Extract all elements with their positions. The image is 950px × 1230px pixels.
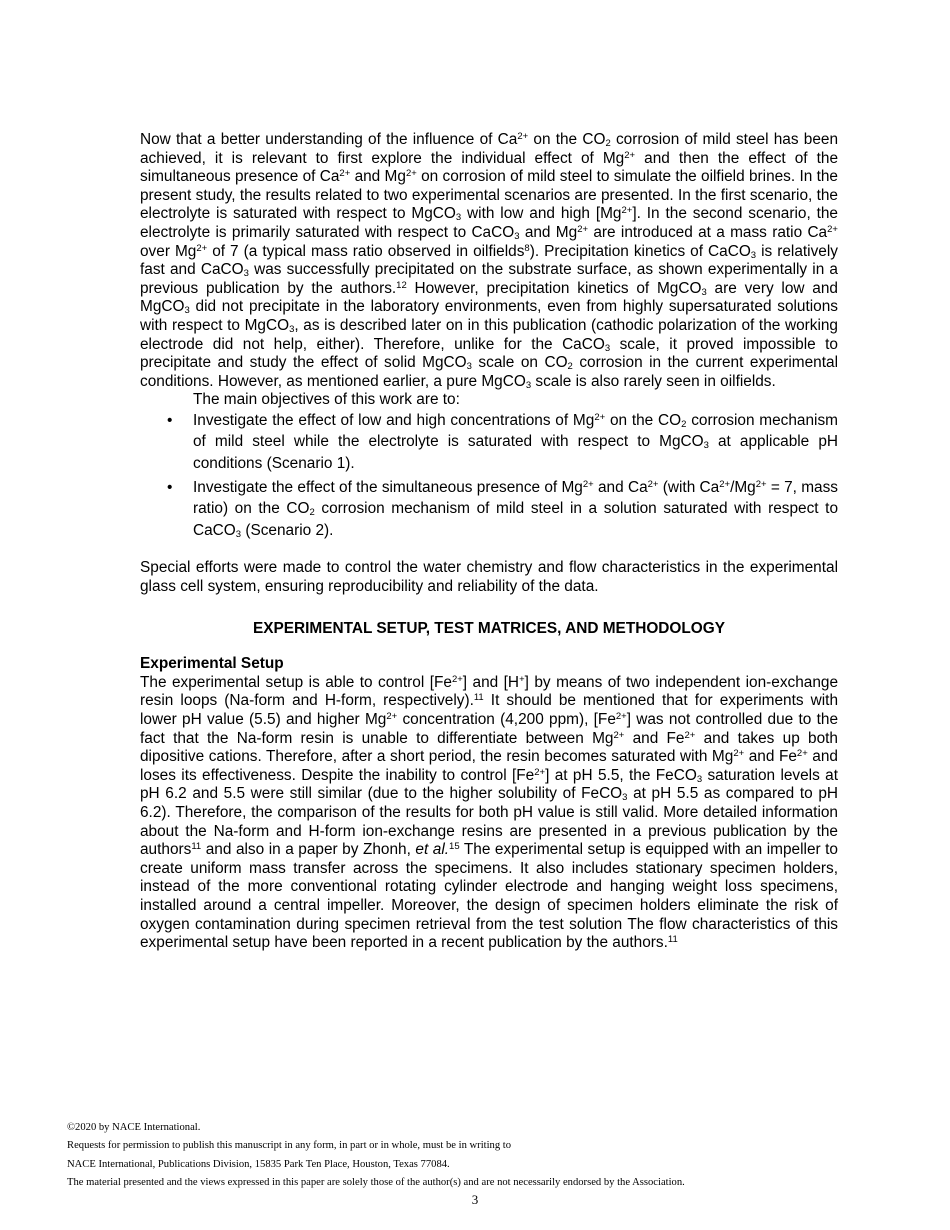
experimental-setup-paragraph: The experimental setup is able to control $[Fe^{2+}]$ and [H+] by means of two independent ion-exchange resin loops (Na-form and H-form, respectively).$^{11}$ It should be mentioned that for experiments with lower pH value (5.5) and higher $Mg^{2+}$ concentration (4,200 ppm), $[Fe^{2+}]$ was not controlled due to the fact that the Na-form resin is unable to differentiate between $Mg^{2+}$ and $Fe^{2+}$ and takes up both dipositive cations. Therefore, after a short period, the resin becomes saturated with $Mg^{2+}$ and $Fe^{2+}$ and loses its effectiveness. Despite the inability to control $[Fe^{2+}]$ at pH 5.5, the FeCO$_3$ saturation levels at pH 6.2 and 5.5 were still similar (due to the higher solubility of FeCO$_3$ at pH 5.5 as compared to pH 6.2). Therefore, the comparison of the results for both pH value is still valid. More detailed information about the Na-form and H-form ion-exchange resins are presented in a previous publication by the authors$^{11}$ and also in a paper by Zhonh, et al.$^{15}$ The experimental setup is equipped with an impeller to create uniform mass transfer across the specimens. It also includes stationary specimen holders, instead of the more conventional rotating cylinder electrode and hanging weight loss specimens, installed around a central impeller. Moreover, the design of specimen holders eliminate the risk of oxygen contamination during specimen retrieval from the test solution The flow characteristics of this experimental setup have been reported in a recent publication by the authors.$^{11}$ bbox=[140, 673, 839, 952]
section-heading: EXPERIMENTAL SETUP, TEST MATRICES, AND METHODOLOGY bbox=[252, 619, 725, 637]
et-al: et al. bbox=[415, 841, 450, 859]
disclaimer: The material presented and the views expressed in this paper are solely those of the author(s) and are not necessarily endorsed by the Association. bbox=[67, 1176, 685, 1188]
objectives-list bbox=[140, 410, 838, 542]
list-item: • Investigate the effect of the simultaneous presence of $Mg^{2+}$ and $Ca^{2+}$ (with $Ca^{2+}/Mg^{2+} = 7$, mass ratio) on the $CO_2$ corrosion mechanism of mild steel in a solution saturated with respect to CaCO$_3$ (Scenario 2). bbox=[167, 478, 839, 540]
permission-notice-line2: NACE International, Publications Division, 15835 Park Ten Place, Houston, Texas 77084. bbox=[67, 1158, 450, 1170]
bullet-icon: • bbox=[167, 478, 173, 496]
intro-paragraph: Now that a better understanding of the influence of $Ca^{2+}$ on the $CO_2$ corrosion of mild steel has been achieved, it is relevant to first explore the individual effect of $Mg^{2+}$ and then the effect of the simultaneous presence of $Ca^{2+}$ and $Mg^{2+}$ on corrosion of mild steel to simulate the oilfield brines. In the present study, the results related to two experimental scenarios are presented. In the first scenario, the electrolyte is saturated with respect to MgCO$_3$ with low and high $[Mg^{2+}]$. In the second scenario, the electrolyte is primarily saturated with respect to CaCO$_3$ and $Mg^{2+}$ are introduced at a mass ratio $Ca^{2+}$ over $Mg^{2+}$ of 7 (a typical mass ratio observed in oilfields$^8$). Precipitation kinetics of CaCO$_3$ is relatively fast and CaCO$_3$ was successfully precipitated on the substrate surface, as shown experimentally in a previous publication by the authors.$^{12}$ However, precipitation kinetics of MgCO$_3$ are very low and MgCO$_3$ did not precipitate in the laboratory environments, even from highly supersaturated solutions with respect to MgCO$_3$, as is described later on in this publication (cathodic polarization of the working electrode did not help, either). Therefore, unlike for the CaCO$_3$ scale, it proved impossible to precipitate and study the effect of solid MgCO$_3$ scale on $CO_2$ corrosion in the current experimental conditions. However, as mentioned earlier, a pure MgCO$_3$ scale is also rarely seen in oilfields. bbox=[140, 131, 839, 391]
objectives-intro: The main objectives of this work are to: bbox=[193, 391, 460, 409]
page-body bbox=[140, 131, 838, 953]
page-number: 3 bbox=[471, 1192, 479, 1207]
list-item: • Investigate the effect of low and high concentrations of $Mg^{2+}$ on the $CO_2$ corrosion mechanism of mild steel while the electrolyte is saturated with respect to MgCO$_3$ at applicable pH conditions (Scenario 1). bbox=[167, 411, 838, 472]
permission-notice-line1: Requests for permission to publish this manuscript in any form, in part or in whole, must be in writing to bbox=[67, 1140, 512, 1152]
copyright-notice: ©2020 by NACE International. bbox=[67, 1122, 201, 1133]
bullet-icon: • bbox=[167, 411, 173, 429]
subsection-heading: Experimental Setup bbox=[140, 655, 284, 673]
special-efforts-paragraph: Special efforts were made to control the water chemistry and flow characteristics in the experimental glass cell system, ensuring reproducibility and reliability of the data. bbox=[140, 559, 838, 595]
footer bbox=[67, 1119, 887, 1192]
